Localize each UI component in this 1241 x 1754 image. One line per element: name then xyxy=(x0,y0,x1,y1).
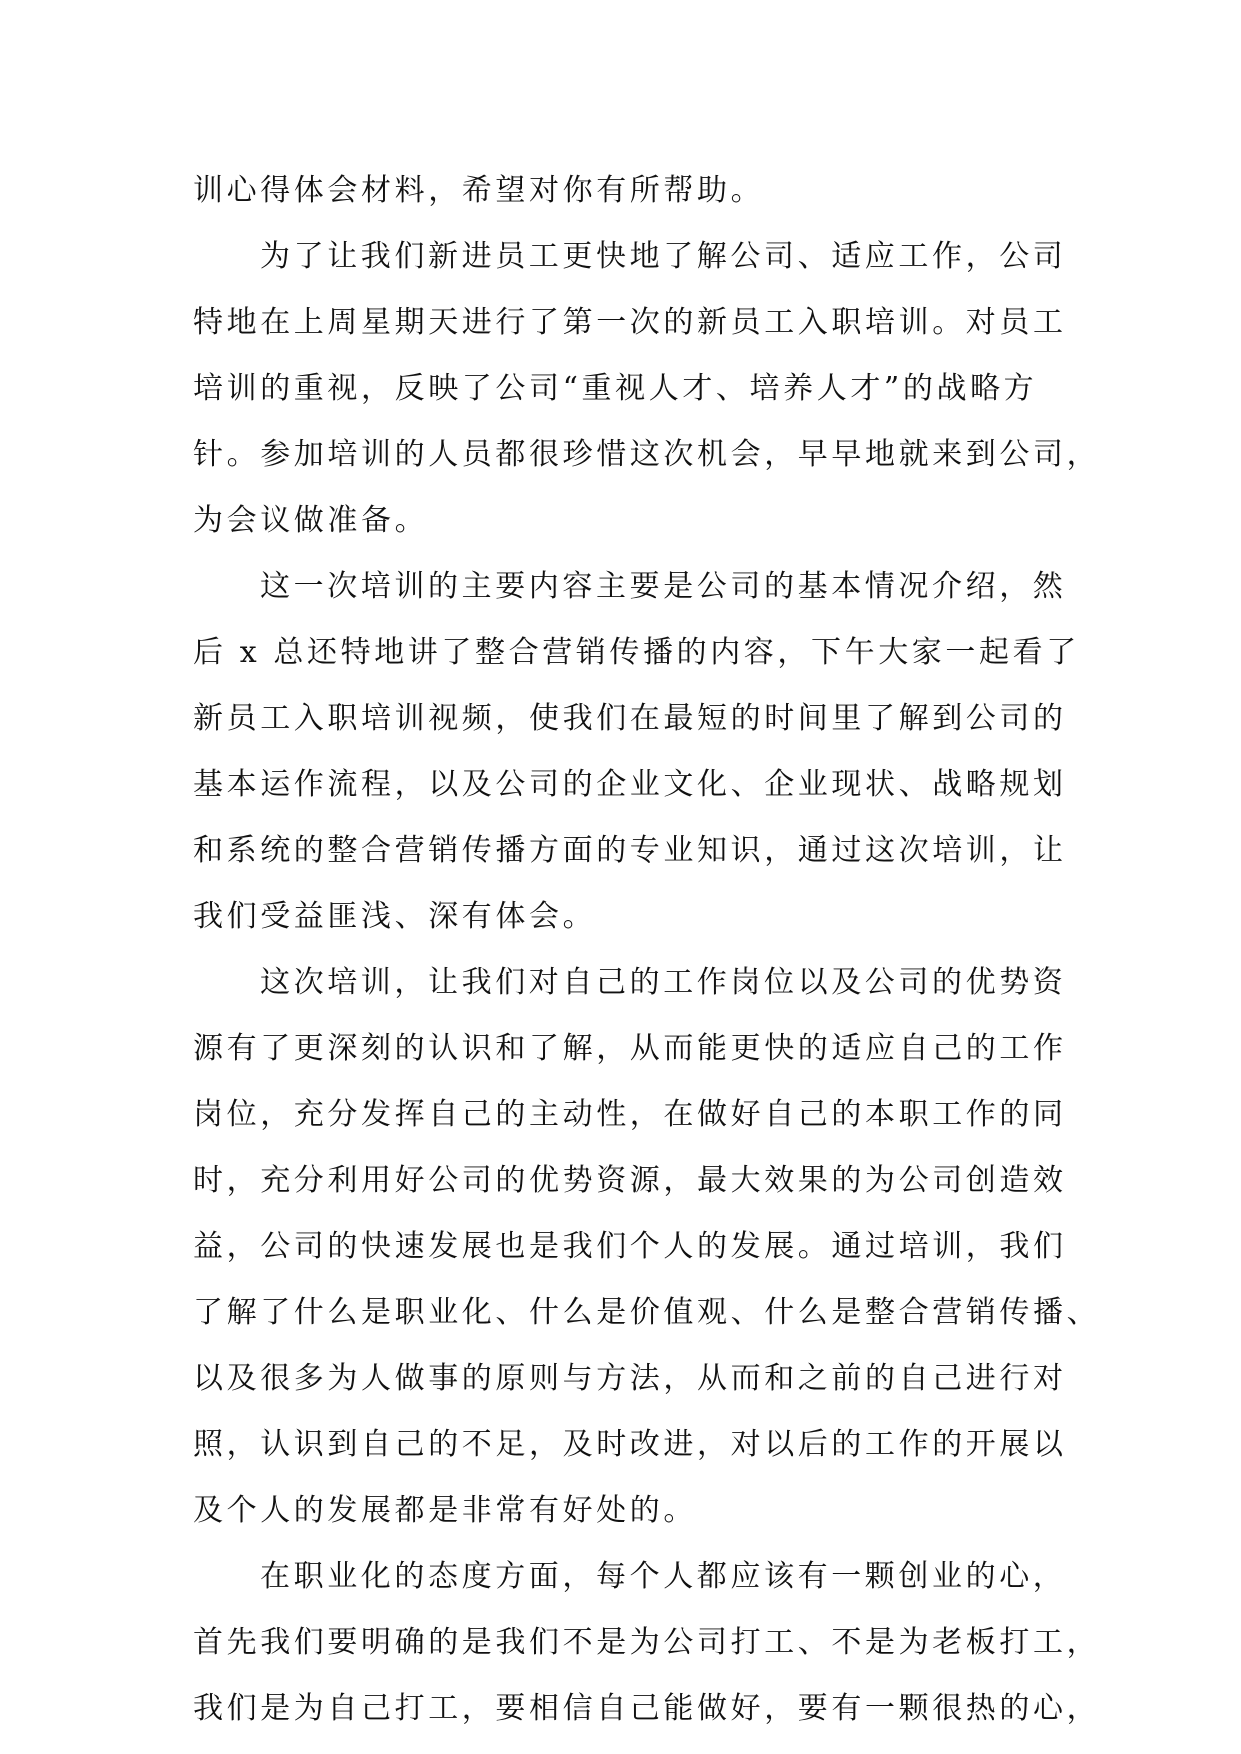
text-line: 新员工入职培训视频，使我们在最短的时间里了解到公司的 xyxy=(193,701,1067,736)
document-body xyxy=(193,158,1101,1742)
paragraph-first-line: 这一次培训的主要内容主要是公司的基本情况介绍，然 xyxy=(260,569,1067,604)
text-line: 和系统的整合营销传播方面的专业知识，通过这次培训，让 xyxy=(193,833,1067,868)
text-line: 源有了更深刻的认识和了解，从而能更快的适应自己的工作 xyxy=(193,1031,1067,1066)
paragraph-first-line: 为了让我们新进员工更快地了解公司、适应工作，公司 xyxy=(260,239,1067,274)
text-line: 针。参加培训的人员都很珍惜这次机会，早早地就来到公司， xyxy=(193,437,1101,472)
text-line: 时，充分利用好公司的优势资源，最大效果的为公司创造效 xyxy=(193,1163,1067,1198)
text-line: 我们受益匪浅、深有体会。 xyxy=(193,899,597,934)
text-line: 为会议做准备。 xyxy=(193,503,429,538)
text-line: 特地在上周星期天进行了第一次的新员工入职培训。对员工 xyxy=(193,305,1067,340)
text-line: 首先我们要明确的是我们不是为公司打工、不是为老板打工， xyxy=(193,1625,1101,1660)
text-line: 了解了什么是职业化、什么是价值观、什么是整合营销传播、 xyxy=(193,1295,1101,1330)
text-line: 培训的重视，反映了公司“重视人才、培养人才”的战略方 xyxy=(193,371,1038,406)
text-line: 后 x 总还特地讲了整合营销传播的内容，下午大家一起看了 xyxy=(193,635,1080,670)
text-line: 基本运作流程，以及公司的企业文化、企业现状、战略规划 xyxy=(193,767,1067,802)
text-line: 训心得体会材料，希望对你有所帮助。 xyxy=(193,173,765,208)
text-line: 我们是为自己打工，要相信自己能做好，要有一颗很热的心， xyxy=(193,1691,1101,1726)
text-line: 益，公司的快速发展也是我们个人的发展。通过培训，我们 xyxy=(193,1229,1067,1264)
paragraph-first-line: 这次培训，让我们对自己的工作岗位以及公司的优势资 xyxy=(260,965,1067,1000)
text-line: 及个人的发展都是非常有好处的。 xyxy=(193,1493,697,1528)
text-line: 照，认识到自己的不足，及时改进，对以后的工作的开展以 xyxy=(193,1427,1067,1462)
paragraph-first-line: 在职业化的态度方面，每个人都应该有一颗创业的心， xyxy=(260,1559,1067,1594)
text-line: 以及很多为人做事的原则与方法，从而和之前的自己进行对 xyxy=(193,1361,1067,1396)
text-line: 岗位，充分发挥自己的主动性，在做好自己的本职工作的同 xyxy=(193,1097,1067,1132)
